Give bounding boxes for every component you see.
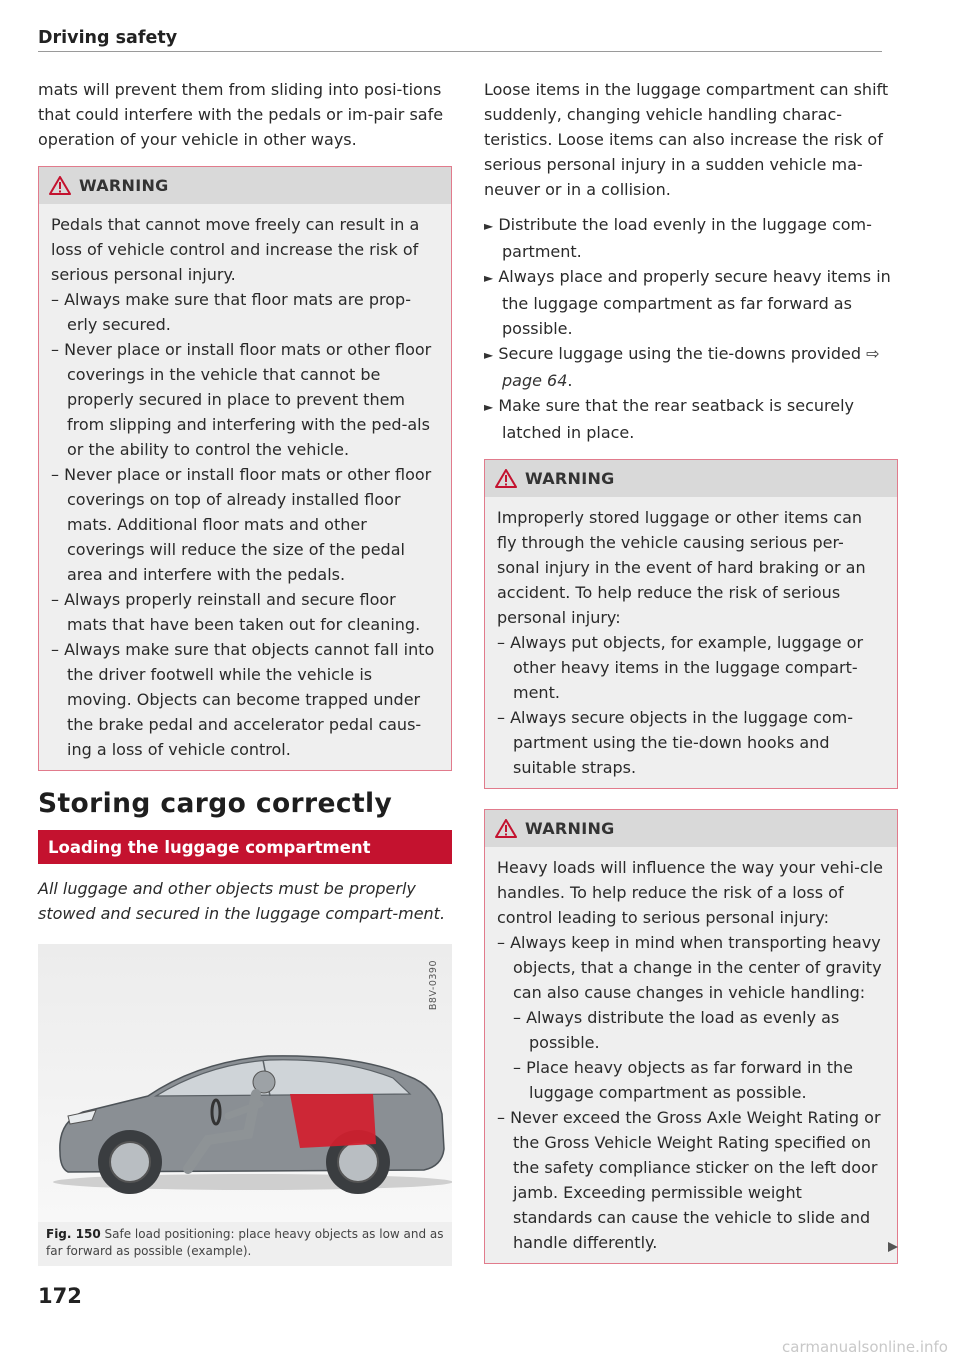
warning-lead: Pedals that cannot move freely can result in a loss of vehicle control and increase the risk of serious personal injury.: [51, 215, 420, 284]
watermark: carmanualsonline.info: [782, 1338, 948, 1356]
step-arrow-icon: ►: [484, 219, 494, 233]
warning-box-luggage: [484, 459, 898, 789]
figure-code: B8V-0390: [428, 960, 439, 1011]
section-header: Driving safety: [38, 28, 178, 48]
warning-subitem: – Always distribute the load as evenly as possible.: [513, 1008, 840, 1052]
warning-title: WARNING: [79, 176, 169, 195]
warning-box-heavy-loads: [484, 809, 898, 1264]
warning-body: [39, 204, 451, 770]
warning-triangle-icon: [495, 819, 517, 838]
instruction-step: ► Always place and properly secure heavy items in the luggage compartment as far forward as possible.: [484, 267, 891, 338]
warning-header: [485, 810, 897, 847]
header-rule: [38, 51, 882, 52]
left-column: [38, 77, 452, 1266]
warning-subitem: – Place heavy objects as far forward in the luggage compartment as possible.: [513, 1058, 853, 1102]
continue-arrow-icon: [886, 1240, 900, 1254]
warning-item: – Always make sure that objects cannot fall into the driver footwell while the vehicle is moving. Objects can become trapped under the brake pedal and accelerator pedal caus-ing a loss of vehicle control.: [51, 640, 435, 759]
step-arrow-icon: ►: [484, 348, 494, 362]
instruction-step: ► Secure luggage using the tie-downs provided ⇨ page 64.: [484, 344, 880, 390]
warning-body: [485, 497, 897, 788]
page-reference-link[interactable]: ⇨ page 64: [502, 344, 880, 390]
step-arrow-icon: ►: [484, 400, 494, 414]
warning-header: [39, 167, 451, 204]
warning-item: – Never place or install floor mats or other floor coverings on top of already installed floor mats. Additional floor mats and other coverings will reduce the size of the pedal area and interfere with the pedals.: [51, 465, 432, 584]
subsection-intro: All luggage and other objects must be properly stowed and secured in the luggage compart-ment.: [38, 879, 446, 923]
warning-item: – Never place or install floor mats or other floor coverings in the vehicle that cannot be properly secured in place to prevent them from slipping and interfering with the ped-als or the ability to control the vehicle.: [51, 340, 432, 459]
car-illustration: [38, 944, 452, 1222]
warning-header: [485, 460, 897, 497]
figure-car-load: [38, 944, 452, 1222]
warning-item: – Always secure objects in the luggage com-partment using the tie-down hooks and suitable straps.: [497, 708, 854, 777]
warning-body: [485, 847, 897, 1263]
instruction-step: ► Distribute the load evenly in the luggage com-partment.: [484, 215, 872, 261]
warning-title: WARNING: [525, 819, 615, 838]
intro-paragraph: mats will prevent them from sliding into posi-tions that could interfere with the pedals or im-pair safe operation of your vehicle in other ways.: [38, 80, 444, 149]
warning-lead: Heavy loads will influence the way your vehi-cle handles. To help reduce the risk of a loss of control leading to serious personal injury:: [497, 858, 883, 927]
subsection-heading: Loading the luggage compartment: [38, 830, 452, 864]
right-column: [484, 77, 898, 1284]
section-heading: Storing cargo correctly: [38, 788, 393, 819]
instruction-step: ► Make sure that the rear seatback is securely latched in place.: [484, 396, 854, 442]
step-arrow-icon: ►: [484, 271, 494, 285]
figure-caption: Fig. 150 Safe load positioning: place heavy objects as low and as far forward as possible (example).: [38, 1222, 452, 1266]
warning-triangle-icon: [49, 176, 71, 195]
warning-item: – Never exceed the Gross Axle Weight Rating or the Gross Vehicle Weight Rating specified on the safety compliance sticker on the left door jamb. Exceeding permissible weight standards can cause the vehicle to slide and handle differently.: [497, 1108, 881, 1252]
luggage-paragraph: Loose items in the luggage compartment can shift suddenly, changing vehicle handling charac-teristics. Loose items can also increase the risk of serious personal injury in a sudden vehicle ma-neuver or in a collision.: [484, 80, 889, 199]
warning-title: WARNING: [525, 469, 615, 488]
warning-item: – Always make sure that floor mats are prop-erly secured.: [51, 290, 411, 334]
page-number: 172: [38, 1284, 82, 1308]
warning-triangle-icon: [495, 469, 517, 488]
warning-box-pedals: [38, 166, 452, 771]
warning-item: – Always put objects, for example, luggage or other heavy items in the luggage compart-ment.: [497, 633, 864, 702]
warning-item: – Always properly reinstall and secure floor mats that have been taken out for cleaning.: [51, 590, 421, 634]
warning-item: – Always keep in mind when transporting heavy objects, that a change in the center of gravity can also cause changes in vehicle handling:: [497, 933, 882, 1002]
warning-lead: Improperly stored luggage or other items can fly through the vehicle causing serious per-sonal injury in the event of hard braking or an accident. To help reduce the risk of serious personal injury:: [497, 508, 866, 627]
